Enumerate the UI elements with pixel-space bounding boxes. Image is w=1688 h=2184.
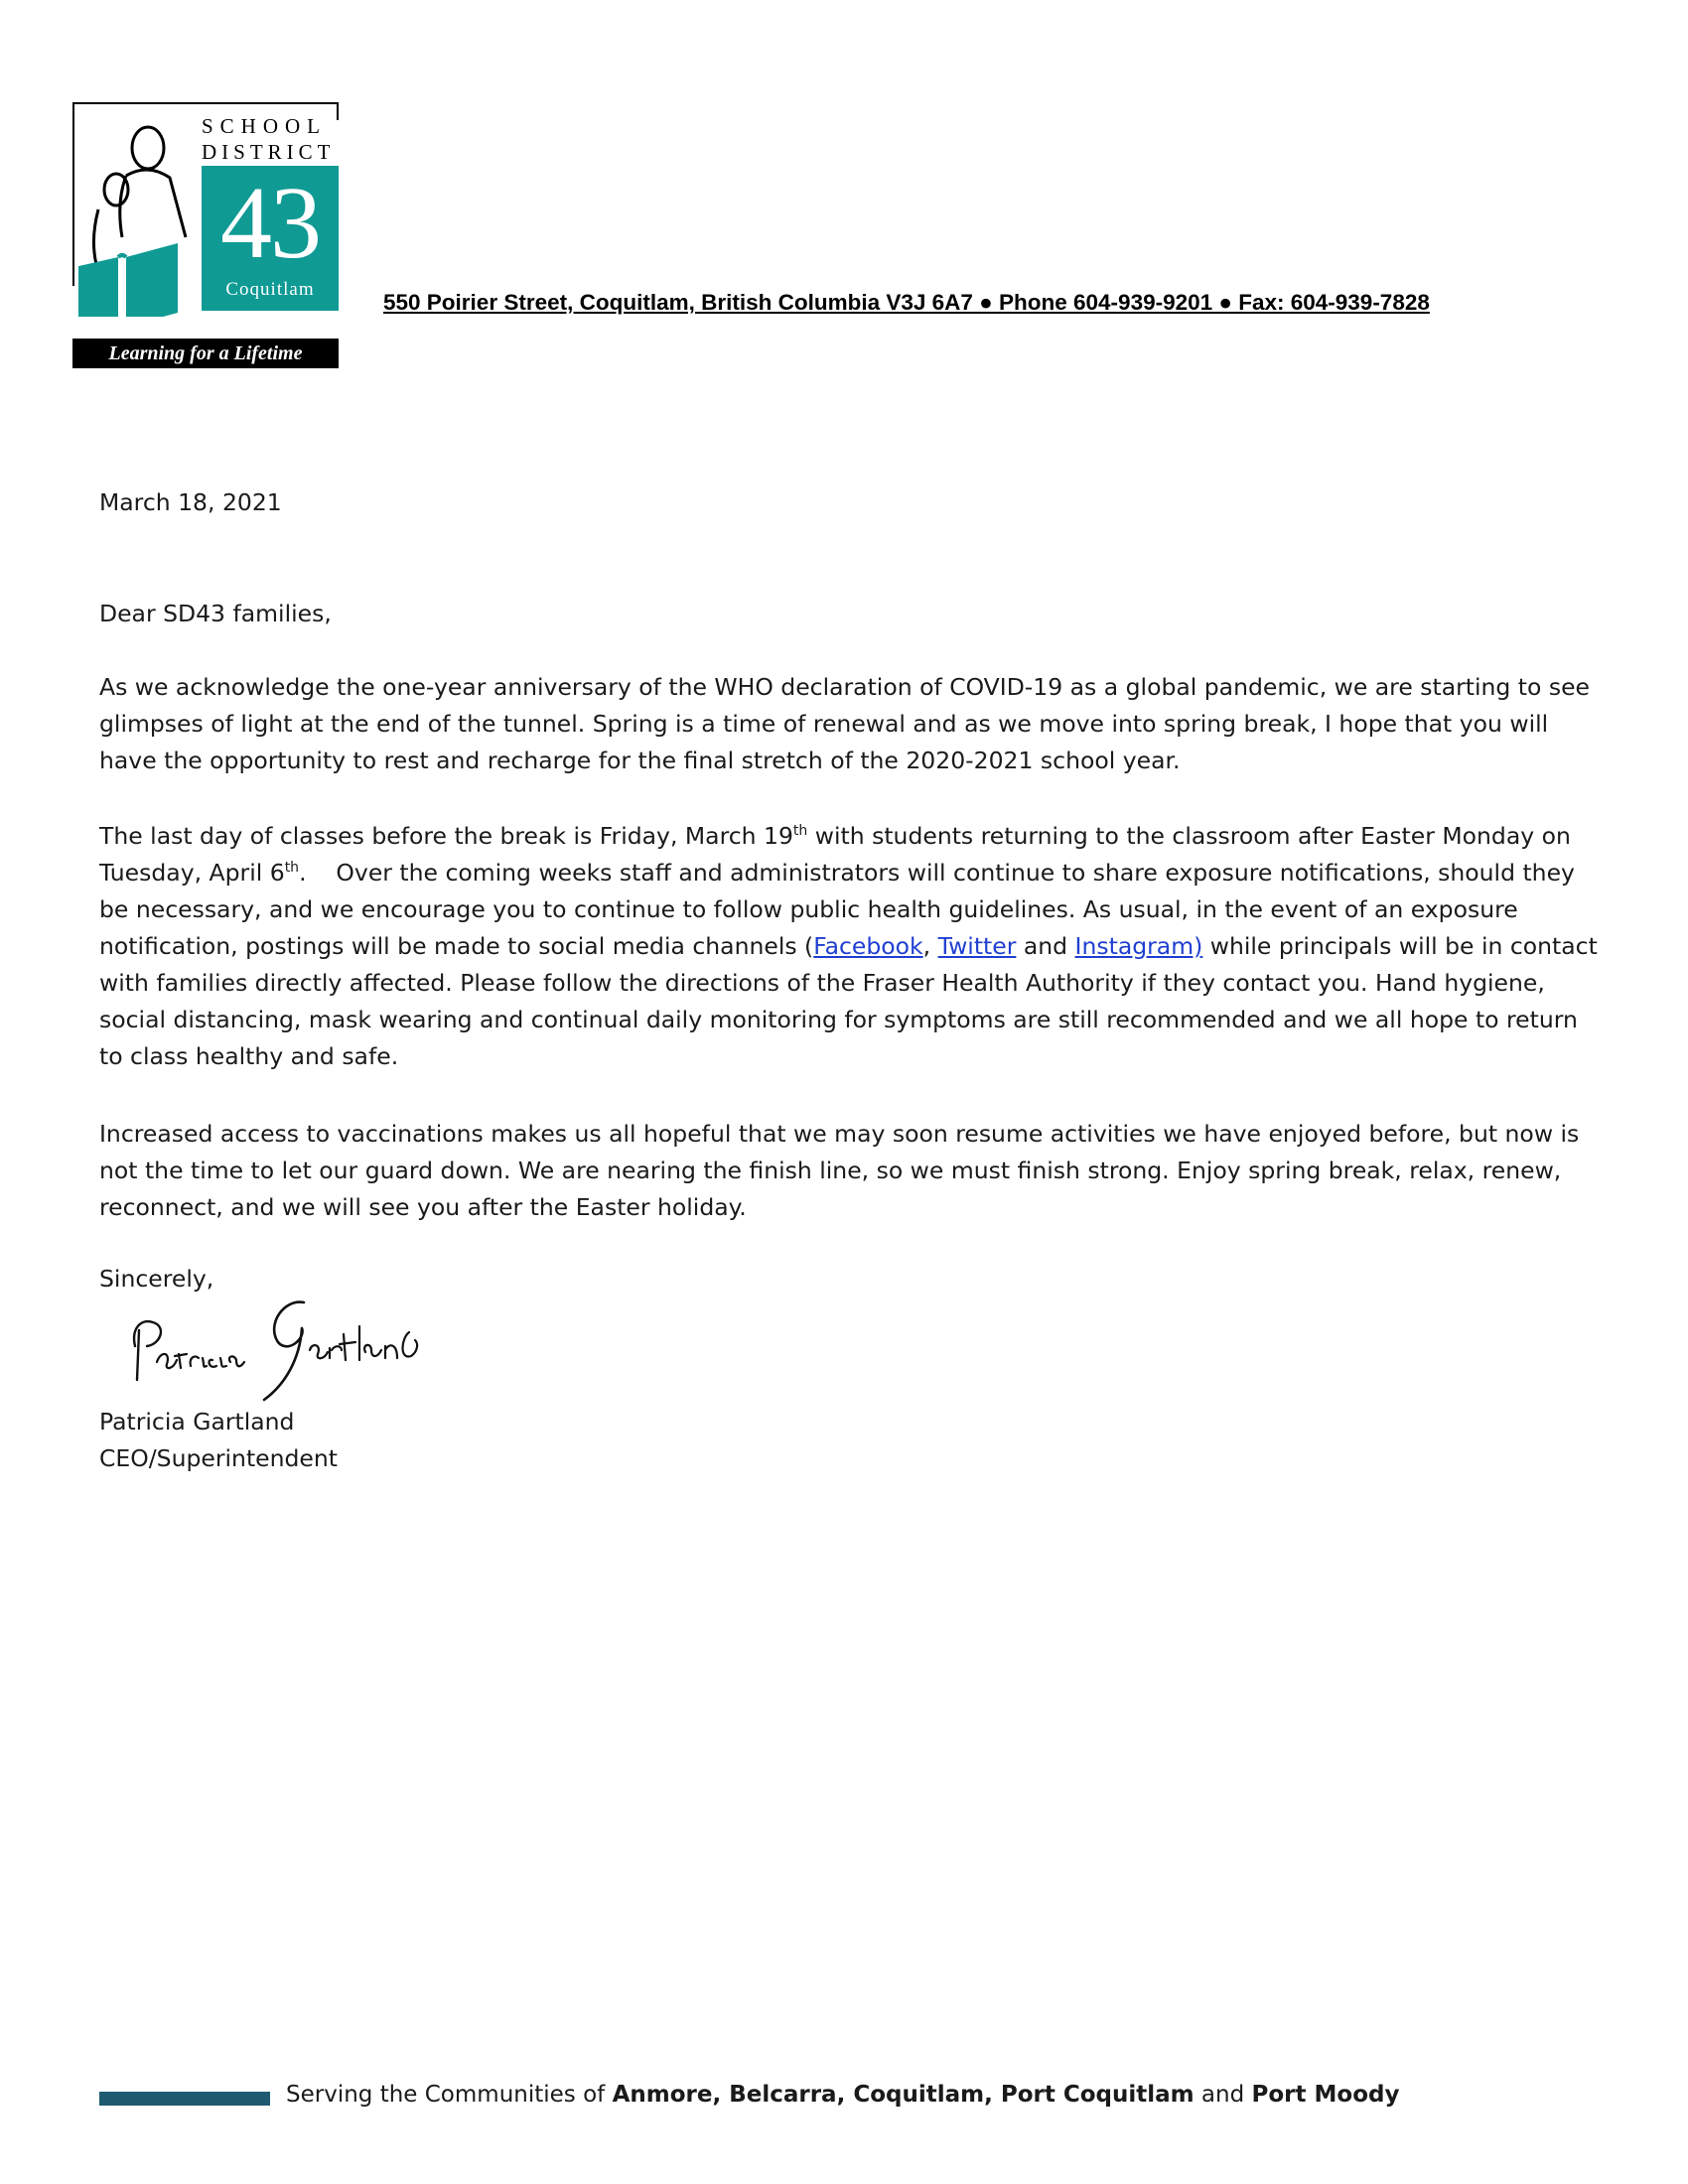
paragraph-2-text: while principals will be in contact with families directly affected. Please follow the directions of the Fraser Health Authority if they contact you. Hand hygiene, social distancing, mask wearing and continual daily monitoring for symptoms are still recommended and we all hope to return to class healthy and safe.	[99, 932, 1598, 1070]
logo-word-district: DISTRICT	[202, 140, 336, 164]
logo-tagline: Learning for a Lifetime	[72, 339, 339, 368]
paragraph-2-text: The last day of classes before the break is Friday, March 19	[99, 822, 793, 850]
handwritten-signature	[117, 1289, 425, 1408]
paragraph-2	[99, 818, 1599, 1075]
letterhead-address: 550 Poirier Street, Coquitlam, British Columbia V3J 6A7 ● Phone 604-939-9201 ● Fax: 604-939-7828	[383, 290, 1430, 315]
letter-date: March 18, 2021	[99, 488, 282, 516]
paragraph-2-text: with students returning to the classroom after Easter Monday on Tuesday, April 6	[99, 822, 1571, 887]
signer-name: Patricia Gartland	[99, 1408, 295, 1435]
ordinal-suffix: th	[792, 823, 808, 840]
reading-figures-icon	[78, 118, 208, 317]
footer-communities	[286, 2082, 1399, 2108]
letter-closing: Sincerely,	[99, 1265, 214, 1293]
twitter-link[interactable]: Twitter	[937, 932, 1017, 960]
logo-frame-line	[72, 102, 339, 104]
paragraph-3: Increased access to vaccinations makes us all hopeful that we may soon resume activities we have enjoyed before, but now is not the time to let our guard down. We are nearing the finish line, so we must finish strong. Enjoy spring break, relax, renew, reconnect, and we will see you after the Easter holiday.	[99, 1120, 1580, 1221]
signer-title: CEO/Superintendent	[99, 1444, 338, 1472]
logo-number-block	[202, 166, 339, 311]
footer-accent-bar	[99, 2092, 270, 2106]
paragraph-1: As we acknowledge the one-year anniversary of the WHO declaration of COVID-19 as a global pandemic, we are starting to see glimpses of light at the end of the tunnel. Spring is a time of renewal and as we move into spring break, I hope that you will have the opportunity to rest and recharge for the final stretch of the 2020-2021 school year.	[99, 673, 1591, 774]
footer-prefix: Serving the Communities of	[286, 2082, 613, 2108]
letter-salutation: Dear SD43 families,	[99, 600, 332, 627]
logo-word-school: SCHOOL	[202, 114, 328, 138]
footer-communities-list: Anmore, Belcarra, Coquitlam, Port Coquitlam	[612, 2082, 1195, 2108]
logo-frame-line	[337, 102, 339, 120]
footer-and: and	[1194, 2082, 1252, 2108]
logo-number: 43	[220, 166, 320, 280]
logo-frame-line	[72, 102, 74, 286]
link-separator: ,	[922, 932, 938, 960]
paragraph-2-text: . Over the coming weeks staff and administrators will continue to share exposure notifications, should they be necessary, and we encourage you to continue to follow public health guidelines. As usual, in the event of an exposure notification, postings will be made to social media channels (	[99, 859, 1583, 960]
footer-last-community: Port Moody	[1251, 2082, 1400, 2108]
ordinal-suffix: th	[284, 860, 300, 877]
logo-city: Coquitlam	[225, 279, 315, 300]
instagram-link[interactable]: Instagram)	[1074, 932, 1203, 960]
district-logo	[72, 102, 339, 368]
signer-block	[99, 1404, 1599, 1477]
link-separator: and	[1016, 932, 1075, 960]
facebook-link[interactable]: Facebook	[813, 932, 923, 960]
